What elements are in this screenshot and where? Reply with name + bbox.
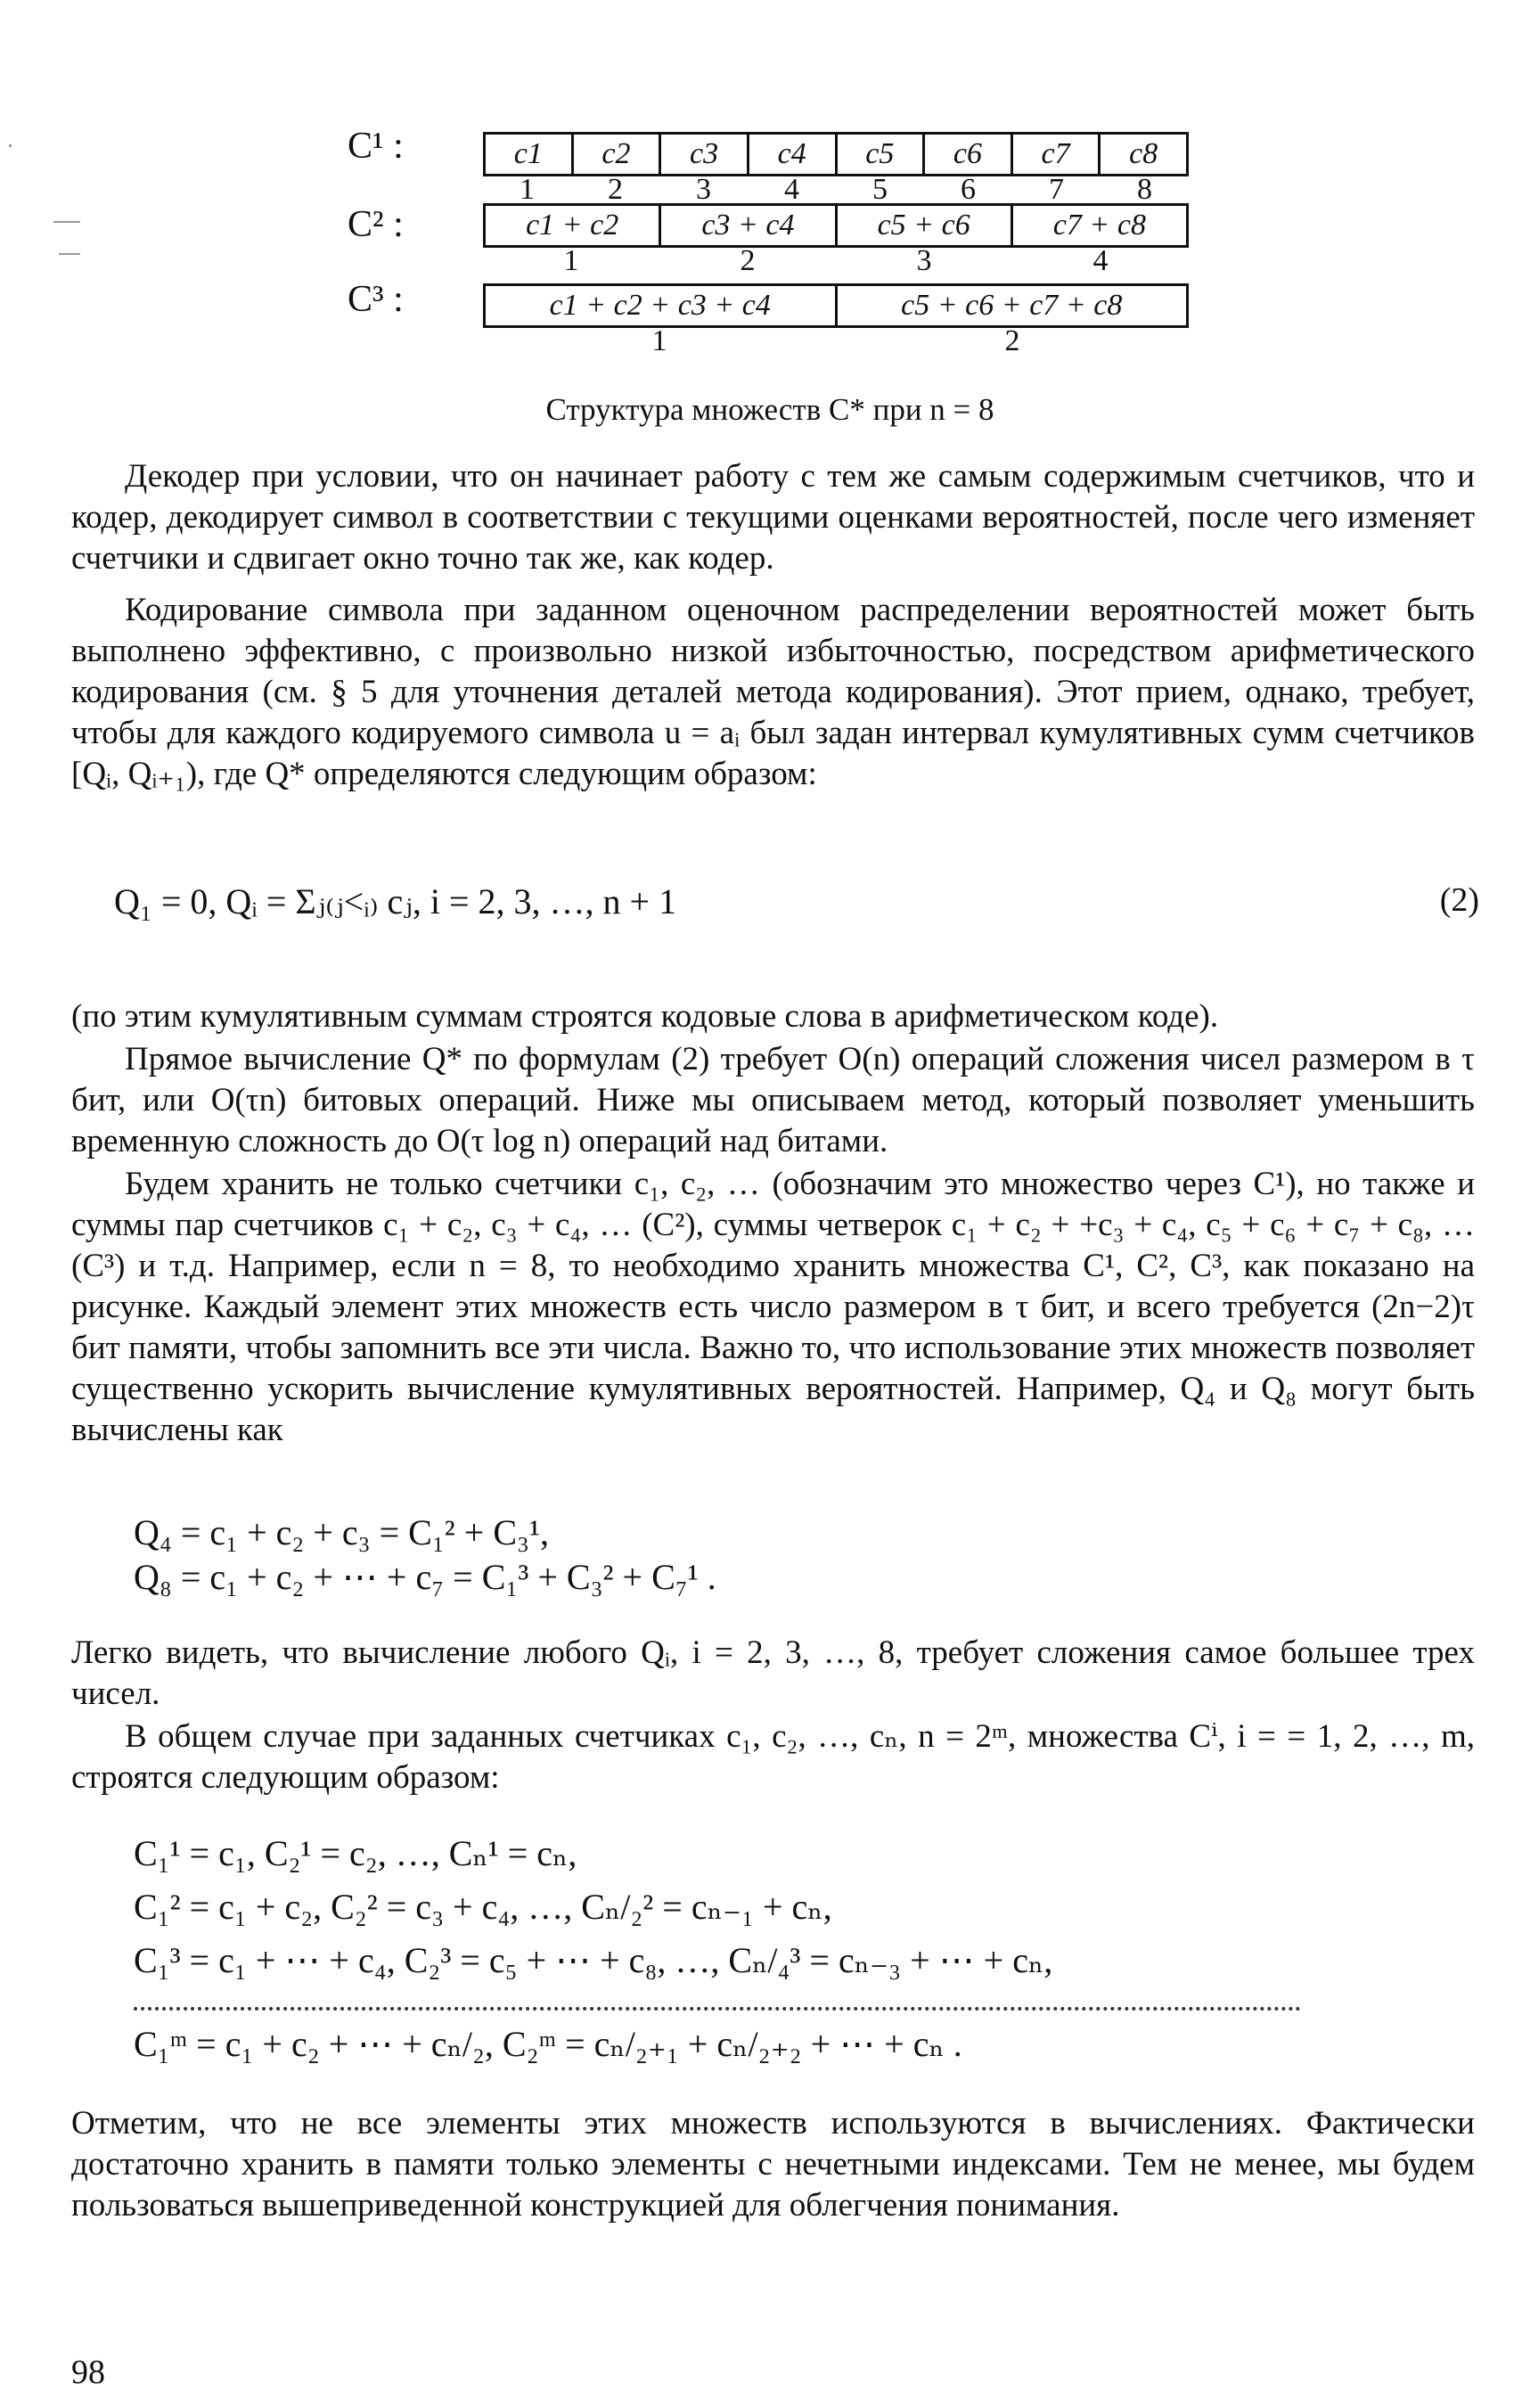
- index: 3: [916, 244, 932, 277]
- index: 1: [520, 173, 535, 206]
- paragraph-cumulative-note: (по этим кумулятивным суммам строятся кодовые слова в арифметическом коде).: [71, 998, 1219, 1035]
- paragraph-direct-computation: Прямое вычисление Q* по формулам (2) требует O(n) операций сложения чисел размером в τ бит, или O(τn) битовых операций. Ниже мы описываем метод, который позволяет уменьшить временную сложность до O(τ log n) операций над битами.: [71, 1041, 1475, 1159]
- equation-set-c2: C₁² = c₁ + c₂, C₂² = c₃ + c₄, …, Cₙ/₂² = cₙ₋₁ + cₙ,: [134, 1887, 832, 1927]
- equation-q4: Q₄ = c₁ + c₂ + c₃ = C₁² + C₃¹,: [134, 1512, 549, 1552]
- cell-c3-2: c5 + c6 + c7 + c8: [901, 289, 1123, 322]
- cell-c1-8: c8: [1129, 137, 1158, 170]
- index: 7: [1049, 173, 1064, 206]
- scan-speck: [59, 253, 80, 255]
- equation-set-c1: C₁¹ = c₁, C₂¹ = c₂, …, Cₙ¹ = cₙ,: [134, 1833, 577, 1873]
- index: 2: [740, 244, 756, 277]
- equation-number: (2): [1439, 881, 1479, 919]
- paragraph-store-sums: Будем хранить не только счетчики c₁, c₂, … (обозначим это множество через C¹), но также и суммы пар счетчиков c₁ + c₂, c₃ + c₄, … (C²), суммы четверок c₁ + c₂ + +c₃ + c₄, c₅ + c₆ + c₇ + c₈, … (C³) и т.д. Например, если n = 8, то необходимо хранить множества C¹, C², C³, как показано на рисунке. Каждый элемент этих множеств есть число размером в τ бит, и всего требуется (2n−2)τ бит памяти, чтобы запомнить все эти числа. Важно то, что использование этих множеств позволяет существенно ускорить вычисление кумулятивных вероятностей. Например, Q₄ и Q₈ могут быть вычислены как: [71, 1166, 1475, 1448]
- dotted-separator: [134, 2007, 1301, 2011]
- paragraph-easy-to-see: Легко видеть, что вычисление любого Qᵢ, i = 2, 3, …, 8, требует сложения самое большее трех чисел.: [71, 1634, 1475, 1712]
- cell-c1-1: c1: [486, 135, 574, 174]
- equation-2: Q₁ = 0, Qᵢ = Σⱼ₍ⱼ<ᵢ₎ cⱼ, i = 2, 3, …, n + 1: [114, 881, 677, 921]
- cell-c1-4: c4: [749, 135, 838, 174]
- paragraph-arithmetic-coding: Кодирование символа при заданном оценочном распределении вероятностей может быть выполнено эффективно, с произвольно низкой избыточностью, посредством арифметического кодирования (см. § 5 для уточнения деталей метода кодирования). Этот прием, однако, требует, чтобы для каждого кодируемого символа u = aᵢ был задан интервал кумулятивных сумм счетчиков [Qᵢ, Qᵢ₊₁), где Q* определяются следующим образом:: [71, 592, 1475, 792]
- scan-speck: [9, 144, 12, 147]
- index: 3: [696, 173, 711, 206]
- paragraph-note-odd-indices: Отметим, что не все элементы этих множеств используются в вычислениях. Фактически достаточно хранить в памяти только элементы с нечетными индексами. Тем не менее, мы будем пользоваться вышеприведенной конструкцией для облегчения понимания.: [71, 2105, 1475, 2224]
- cell-c2-3: c5 + c6: [838, 206, 1013, 245]
- row-c3: [483, 283, 1189, 328]
- index: 1: [651, 324, 667, 357]
- paragraph-decoder: Декодер при условии, что он начинает работу с тем же самым содержимым счетчиков, что и кодер, декодирует символ в соответствии с текущими оценками вероятностей, после чего изменяет счетчики и сдвигает окно точно так же, как кодер.: [71, 458, 1475, 577]
- row-c2-indices: [483, 244, 1189, 278]
- cell-c1-5: c5: [838, 135, 926, 174]
- row-c1: [483, 132, 1189, 176]
- cell-c1-3: c3: [661, 135, 749, 174]
- index: 2: [1004, 324, 1020, 357]
- cell-c2-1: c1 + c2: [486, 206, 661, 245]
- cell-c1-6: c6: [925, 135, 1013, 174]
- index: 1: [563, 244, 579, 277]
- index: 2: [608, 173, 623, 206]
- label-c2: C² :: [348, 204, 404, 245]
- scan-speck: [53, 221, 80, 223]
- figure-caption: Структура множеств C* при n = 8: [545, 392, 994, 427]
- cell-c3-1: c1 + c2 + c3 + c4: [486, 286, 838, 325]
- cell-c2-4: c7 + c8: [1052, 209, 1146, 242]
- label-c1: C¹ :: [348, 126, 404, 167]
- index: 8: [1137, 173, 1152, 206]
- row-c2: [483, 203, 1189, 248]
- label-c3: C³ :: [348, 279, 404, 320]
- index: 5: [872, 173, 888, 206]
- index: 4: [1092, 244, 1109, 277]
- row-c3-indices: [483, 324, 1189, 358]
- cell-c2-2: c3 + c4: [661, 206, 837, 245]
- page-number: 98: [71, 2354, 105, 2391]
- index: 4: [784, 173, 799, 206]
- index: 6: [961, 173, 976, 206]
- row-c1-indices: [483, 173, 1189, 207]
- equation-set-cm: C₁ᵐ = c₁ + c₂ + ⋯ + cₙ/₂, C₂ᵐ = cₙ/₂₊₁ + cₙ/₂₊₂ + ⋯ + cₙ .: [134, 2024, 962, 2064]
- cell-c1-7: c7: [1013, 135, 1101, 174]
- paragraph-general-case: В общем случае при заданных счетчиках c₁, c₂, …, cₙ, n = 2ᵐ, множества Cⁱ, i = = 1, 2, …, m, строятся следующим образом:: [71, 1718, 1475, 1796]
- equation-set-c3: C₁³ = c₁ + ⋯ + c₄, C₂³ = c₅ + ⋯ + c₈, …, Cₙ/₄³ = cₙ₋₃ + ⋯ + cₙ,: [134, 1940, 1053, 1980]
- equation-q8: Q₈ = c₁ + c₂ + ⋯ + c₇ = C₁³ + C₃² + C₇¹ .: [134, 1557, 716, 1597]
- cell-c1-2: c2: [574, 135, 662, 174]
